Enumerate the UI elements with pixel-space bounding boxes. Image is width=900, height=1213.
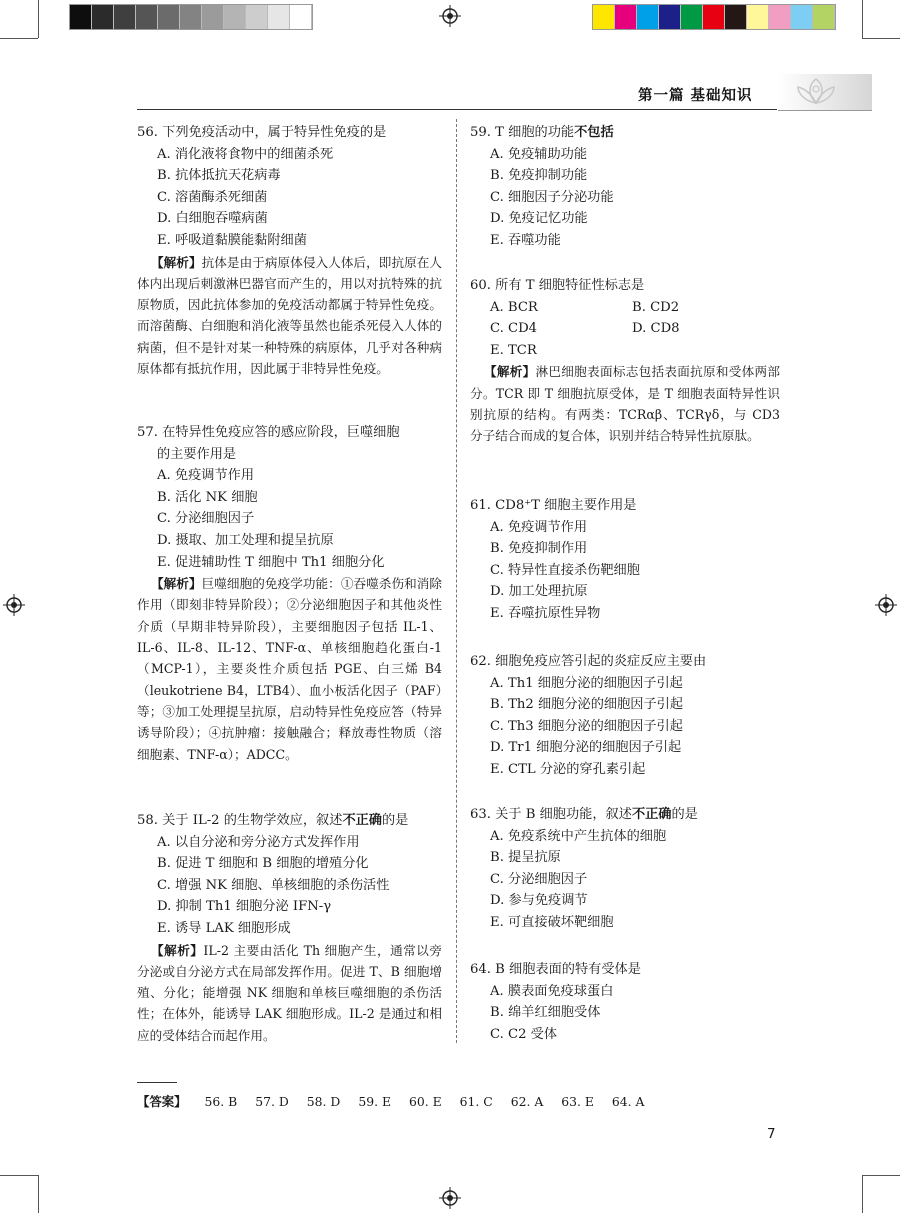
- explanation: [137, 573, 442, 765]
- option: C. CD4: [490, 321, 538, 337]
- calibration-swatch: [659, 5, 681, 29]
- explanation-tag: 【解析】: [151, 576, 202, 592]
- answer-item: 60. E: [408, 1094, 442, 1109]
- option: A. 免疫系统中产生抗体的细胞: [490, 828, 667, 844]
- option: C. 增强 NK 细胞、单核细胞的杀伤活性: [157, 877, 390, 893]
- option: C. 分泌细胞因子: [157, 511, 255, 527]
- option: B. 免疫抑制功能: [490, 168, 588, 184]
- calibration-swatch: [70, 5, 92, 29]
- question-stem: 62. 细胞免疫应答引起的炎症反应主要由: [470, 654, 707, 669]
- color-calibration-bar: [592, 4, 836, 30]
- option: B. 活化 NK 细胞: [157, 489, 258, 505]
- calibration-swatch: [92, 5, 114, 29]
- option: D. 免疫记忆功能: [490, 211, 588, 227]
- answer-key-tag: 【答案】: [137, 1094, 187, 1109]
- explanation-text: IL-2 主要由活化 Th 细胞产生，通常以旁分泌或自分泌方式在局部发挥作用。促进 T、B 细胞增殖、分化；能增强 NK 细胞和单核巨噬细胞的杀伤活性；在体外，能诱导 LAK 细胞形成。IL-2 是通过和相应的受体结合而起作用。: [137, 942, 442, 1043]
- calibration-swatch: [136, 5, 158, 29]
- option: C. C2 受体: [490, 1026, 558, 1042]
- gray-calibration-bar: [69, 4, 313, 30]
- stem-text: 59. T 细胞的功能: [470, 125, 575, 140]
- option-row: [470, 318, 780, 340]
- explanation-text: 抗体是由于病原体侵入人体后，即抗原在人体内出现后刺激淋巴器官而产生的，用以对抗特殊的抗原物质，因此抗体参加的免疫活动都属于特异性免疫。而溶菌酶、白细胞和消化液等虽然也能杀死侵入人体的病菌，但不是针对某一种特殊的病原体，几乎对各种病原体都有抵抗作用，因此属于非特异性免疫。: [137, 254, 443, 377]
- calibration-swatch: [791, 5, 813, 29]
- calibration-swatch: [593, 5, 615, 29]
- option: D. 白细胞吞噬病菌: [157, 211, 268, 227]
- answer-item: 64. A: [611, 1094, 645, 1109]
- registration-mark-icon: [3, 594, 25, 616]
- option: A. Th1 细胞分泌的细胞因子引起: [490, 675, 683, 691]
- option: A. 膜表面免疫球蛋白: [490, 983, 614, 999]
- explanation-tag: 【解析】: [151, 942, 204, 958]
- registration-mark-icon: [875, 594, 897, 616]
- crop-mark: [862, 38, 900, 39]
- stem-text: 58. 关于 IL-2 的生物学效应，叙述: [137, 813, 343, 828]
- option: D. 抑制 Th1 细胞分泌 IFN-γ: [157, 899, 332, 915]
- answer-item: 56. B: [204, 1094, 238, 1109]
- lotus-logo-icon: [786, 75, 846, 109]
- stem-text: 的是: [382, 813, 409, 828]
- calibration-swatch: [202, 5, 224, 29]
- stem-text: 的是: [671, 807, 698, 822]
- option: B. 抗体抵抗天花病毒: [157, 168, 281, 184]
- option: B. Th2 细胞分泌的细胞因子引起: [490, 697, 684, 713]
- calibration-swatch: [703, 5, 725, 29]
- option: E. TCR: [490, 342, 537, 358]
- option: E. 可直接破坏靶细胞: [490, 914, 614, 930]
- crop-mark: [862, 1175, 863, 1213]
- calibration-swatch: [681, 5, 703, 29]
- option: D. Tr1 细胞分泌的细胞因子引起: [490, 740, 682, 756]
- question-stem: 61. CD8⁺T 细胞主要作用是: [470, 498, 637, 513]
- option: B. CD2: [632, 299, 680, 315]
- question-stem: 57. 在特异性免疫应答的感应阶段，巨噬细胞: [137, 425, 400, 440]
- calibration-swatch: [615, 5, 637, 29]
- question-56: [137, 122, 442, 379]
- calibration-swatch: [637, 5, 659, 29]
- option-row: [470, 297, 780, 319]
- option: D. 摄取、加工处理和提呈抗原: [157, 532, 334, 548]
- option: C. 细胞因子分泌功能: [490, 189, 614, 205]
- option: C. Th3 细胞分泌的细胞因子引起: [490, 718, 683, 734]
- calibration-swatch: [290, 5, 312, 29]
- calibration-swatch: [224, 5, 246, 29]
- option: D. CD8: [632, 321, 680, 337]
- calibration-swatch: [114, 5, 136, 29]
- question-60: [470, 275, 780, 447]
- question-64: [470, 959, 780, 1045]
- stem-text: 63. 关于 B 细胞功能，叙述: [470, 807, 632, 822]
- option: C. 溶菌酶杀死细菌: [157, 189, 268, 205]
- option: E. CTL 分泌的穿孔素引起: [490, 761, 646, 777]
- option: A. BCR: [490, 299, 538, 315]
- calibration-swatch: [725, 5, 747, 29]
- option: A. 免疫调节作用: [157, 468, 255, 484]
- question-stem: [470, 804, 780, 826]
- option: B. 提呈抗原: [490, 850, 561, 866]
- explanation-tag: 【解析】: [484, 364, 536, 380]
- crop-mark: [38, 1175, 39, 1213]
- question-59: [470, 122, 780, 252]
- crop-mark: [0, 38, 38, 39]
- option: D. 参与免疫调节: [490, 893, 588, 909]
- option: B. 绵羊红细胞受体: [490, 1005, 601, 1021]
- answer-item: 63. E: [561, 1094, 594, 1109]
- option: E. 吞噬抗原性异物: [490, 605, 601, 621]
- option: A. 以自分泌和旁分泌方式发挥作用: [157, 834, 360, 850]
- header-rule: [137, 109, 777, 110]
- page-header-title: 第一篇 基础知识: [638, 88, 753, 104]
- registration-mark-icon: [439, 1187, 461, 1209]
- option: B. 免疫抑制作用: [490, 541, 588, 557]
- calibration-swatch: [747, 5, 769, 29]
- answer-item: 57. D: [255, 1094, 289, 1109]
- question-stem: 60. 所有 T 细胞特征性标志是: [470, 278, 645, 293]
- option: D. 加工处理抗原: [490, 584, 588, 600]
- option: A. 消化液将食物中的细菌杀死: [157, 146, 334, 162]
- registration-mark-icon: [439, 5, 461, 27]
- question-stem: [470, 122, 780, 144]
- explanation-tag: 【解析】: [151, 254, 202, 270]
- option: C. 分泌细胞因子: [490, 871, 588, 887]
- question-58: [137, 810, 442, 1046]
- question-61: [470, 495, 780, 625]
- question-stem-continued: 的主要作用是: [157, 446, 237, 462]
- calibration-swatch: [813, 5, 835, 29]
- question-57: [137, 422, 442, 765]
- page-number: 7: [767, 1126, 776, 1142]
- column-divider: [456, 119, 457, 1043]
- calibration-swatch: [158, 5, 180, 29]
- answer-key: [137, 1092, 659, 1110]
- option: E. 呼吸道黏膜能黏附细菌: [157, 232, 307, 248]
- option: E. 吞噬功能: [490, 232, 561, 248]
- crop-mark: [862, 1175, 900, 1176]
- question-stem: [137, 810, 442, 832]
- explanation: [137, 252, 442, 380]
- option: A. 免疫辅助功能: [490, 146, 588, 162]
- option: E. 诱导 LAK 细胞形成: [157, 920, 291, 936]
- explanation-text: 淋巴细胞表面标志包括表面抗原和受体两部分。TCR 即 T 细胞抗原受体，是 T 细胞表面特异性识别抗原的结构。有两类：TCRαβ、TCRγδ，与 CD3 分子结合而成的复合体，识别并结合特异性抗原肽。: [470, 364, 781, 444]
- calibration-swatch: [268, 5, 290, 29]
- calibration-swatch: [246, 5, 268, 29]
- answers-rule: [137, 1082, 177, 1083]
- answer-item: 62. A: [510, 1094, 544, 1109]
- crop-mark: [38, 0, 39, 38]
- question-62: [470, 651, 780, 781]
- stem-emphasis: 不包括: [574, 125, 614, 140]
- option: E. 促进辅助性 T 细胞中 Th1 细胞分化: [157, 554, 385, 570]
- answer-item: 61. C: [459, 1094, 493, 1109]
- option: C. 特异性直接杀伤靶细胞: [490, 562, 640, 578]
- answer-item: 59. E: [358, 1094, 392, 1109]
- answer-item: 58. D: [306, 1094, 341, 1109]
- question-stem: 56. 下列免疫活动中，属于特异性免疫的是: [137, 125, 387, 140]
- calibration-swatch: [769, 5, 791, 29]
- crop-mark: [0, 1175, 38, 1176]
- explanation: [137, 940, 442, 1046]
- stem-emphasis: 不正确: [631, 807, 672, 822]
- calibration-swatch: [180, 5, 202, 29]
- explanation: [470, 361, 780, 446]
- explanation-text: 巨噬细胞的免疫学功能：①吞噬杀伤和消除作用（即刻非特异阶段）；②分泌细胞因子和其他炎性介质（早期非特异阶段），主要细胞因子包括 IL-1、IL-6、IL-8、IL-12、TNF-α、单核细胞趋化蛋白-1（MCP-1），主要炎性介质包括 PGE、白三烯 B4（leukotriene B4，LTB4）、血小板活化因子（PAF）等；③加工处理提呈抗原，启动特异性免疫应答（特异诱导阶段）；④抗肿瘤：接触融合；释放毒性物质（溶细胞素、TNF-α）；ADCC。: [137, 576, 443, 762]
- question-stem: 64. B 细胞表面的特有受体是: [470, 962, 641, 977]
- option: B. 促进 T 细胞和 B 细胞的增殖分化: [157, 856, 369, 872]
- header-decoration: [778, 74, 872, 111]
- crop-mark: [862, 0, 863, 38]
- question-63: [470, 804, 780, 934]
- option: A. 免疫调节作用: [490, 519, 588, 535]
- stem-emphasis: 不正确: [342, 813, 382, 828]
